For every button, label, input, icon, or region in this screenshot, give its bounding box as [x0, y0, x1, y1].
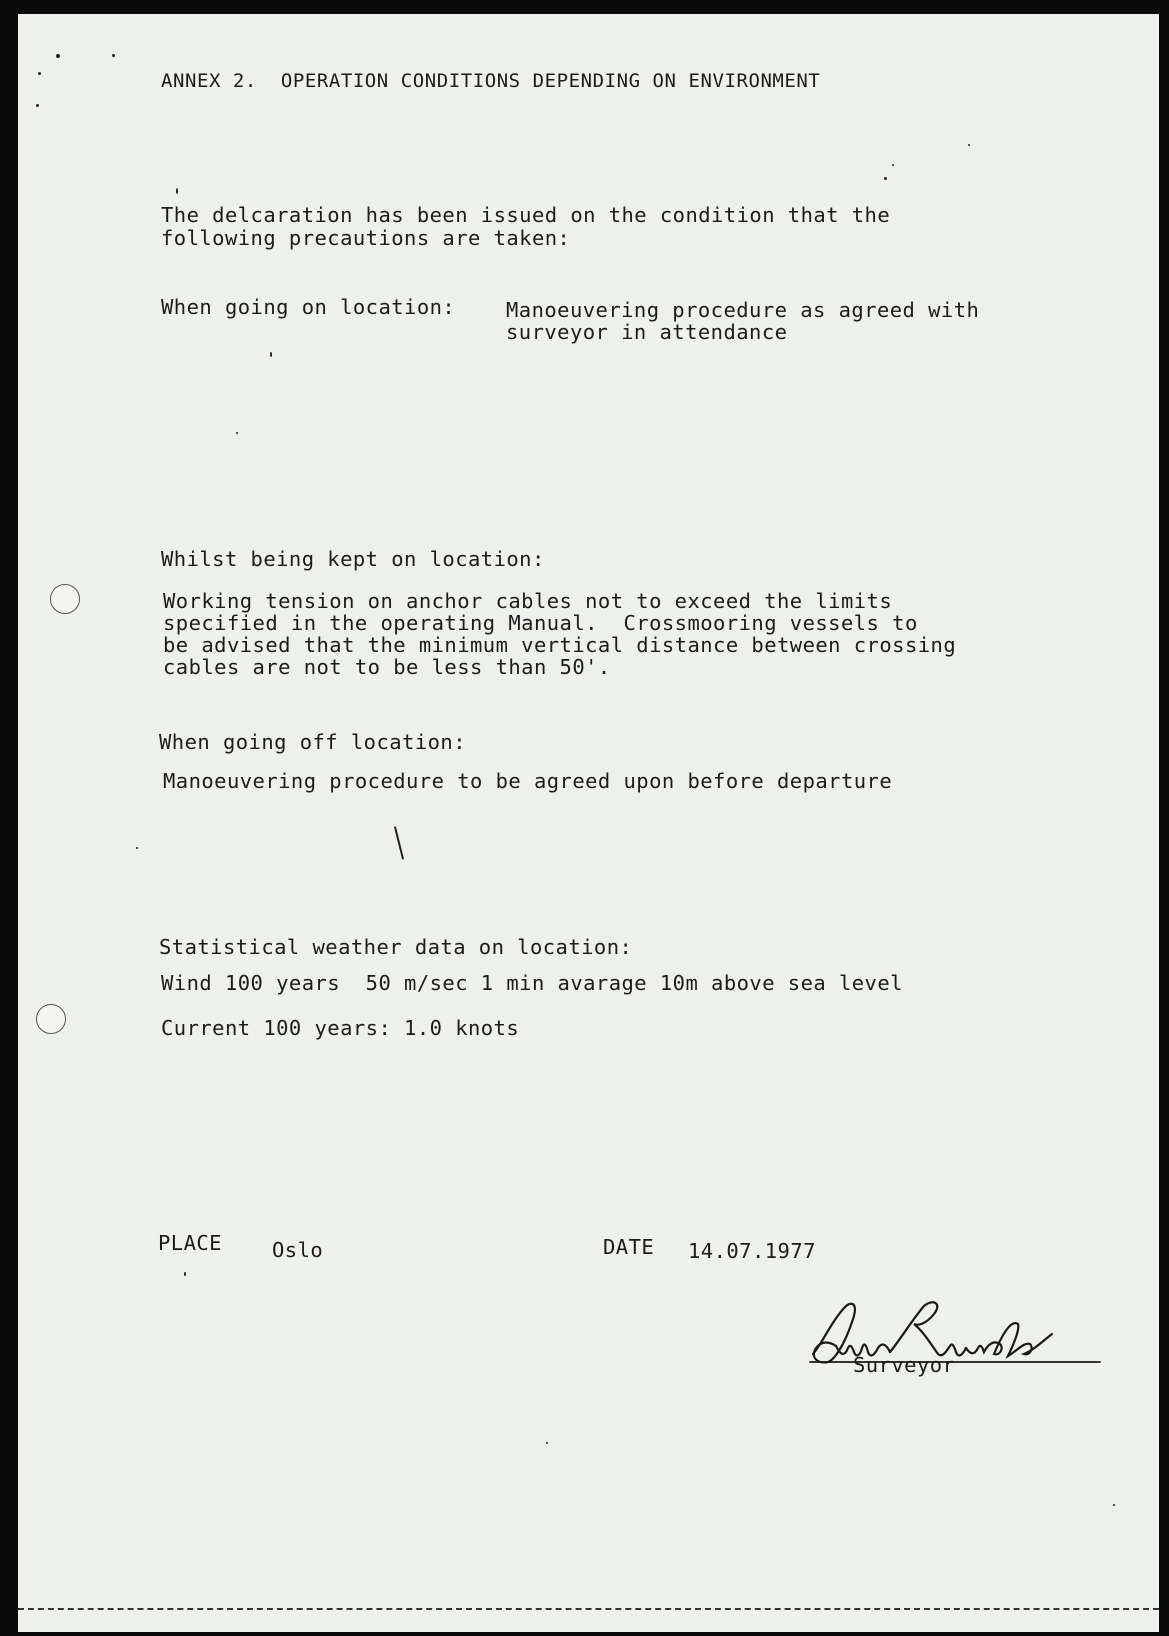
scan-speck [236, 432, 238, 434]
weather-current: Current 100 years: 1.0 knots [161, 1016, 520, 1040]
kept-on-line-1: Working tension on anchor cables not to exceed the limits [163, 589, 893, 613]
scan-speck [36, 104, 39, 107]
annex-title: ANNEX 2. OPERATION CONDITIONS DEPENDING ON ENVIRONMENT [161, 70, 821, 92]
weather-label: Statistical weather data on location: [159, 935, 633, 959]
surveyor-label: Surveyor [853, 1353, 956, 1377]
scan-speck [270, 352, 272, 357]
place-value: Oslo [272, 1238, 324, 1262]
kept-on-label: Whilst being kept on location: [161, 547, 545, 571]
scan-speck [546, 1442, 548, 1444]
signature-text: Arne Rundal [808, 1300, 814, 1301]
weather-wind: Wind 100 years 50 m/sec 1 min avarage 10m above sea level [161, 971, 903, 995]
intro-line-2: following precautions are taken: [161, 226, 571, 250]
going-off-label: When going off location: [159, 730, 467, 754]
scan-speck [884, 177, 887, 180]
scan-speck [176, 188, 178, 194]
scan-speck [394, 826, 404, 859]
scan-speck [968, 144, 970, 146]
scan-speck [892, 164, 894, 166]
going-off-text: Manoeuvering procedure to be agreed upon before departure [163, 769, 893, 793]
place-label: PLACE [158, 1231, 222, 1255]
going-on-label: When going on location: [161, 295, 456, 319]
date-label: DATE [603, 1235, 655, 1259]
scan-speck [56, 54, 60, 58]
punch-hole-bottom [36, 1004, 66, 1034]
intro-line-1: The delcaration has been issued on the condition that the [161, 203, 891, 227]
kept-on-line-4: cables are not to be less than 50'. [163, 655, 611, 679]
date-value: 14.07.1977 [688, 1239, 816, 1263]
scan-speck [1113, 1504, 1115, 1506]
punch-hole-top [50, 584, 80, 614]
kept-on-line-2: specified in the operating Manual. Crossmooring vessels to [163, 611, 918, 635]
scan-speck [38, 72, 41, 75]
going-on-line-2: surveyor in attendance [506, 320, 788, 344]
bottom-dashed-rule [18, 1608, 1159, 1610]
kept-on-line-3: be advised that the minimum vertical distance between crossing [163, 633, 957, 657]
scan-speck [136, 847, 138, 849]
scan-speck [184, 1272, 186, 1276]
document-page [18, 14, 1159, 1632]
scan-speck [112, 54, 115, 57]
going-on-line-1: Manoeuvering procedure as agreed with [506, 298, 980, 322]
